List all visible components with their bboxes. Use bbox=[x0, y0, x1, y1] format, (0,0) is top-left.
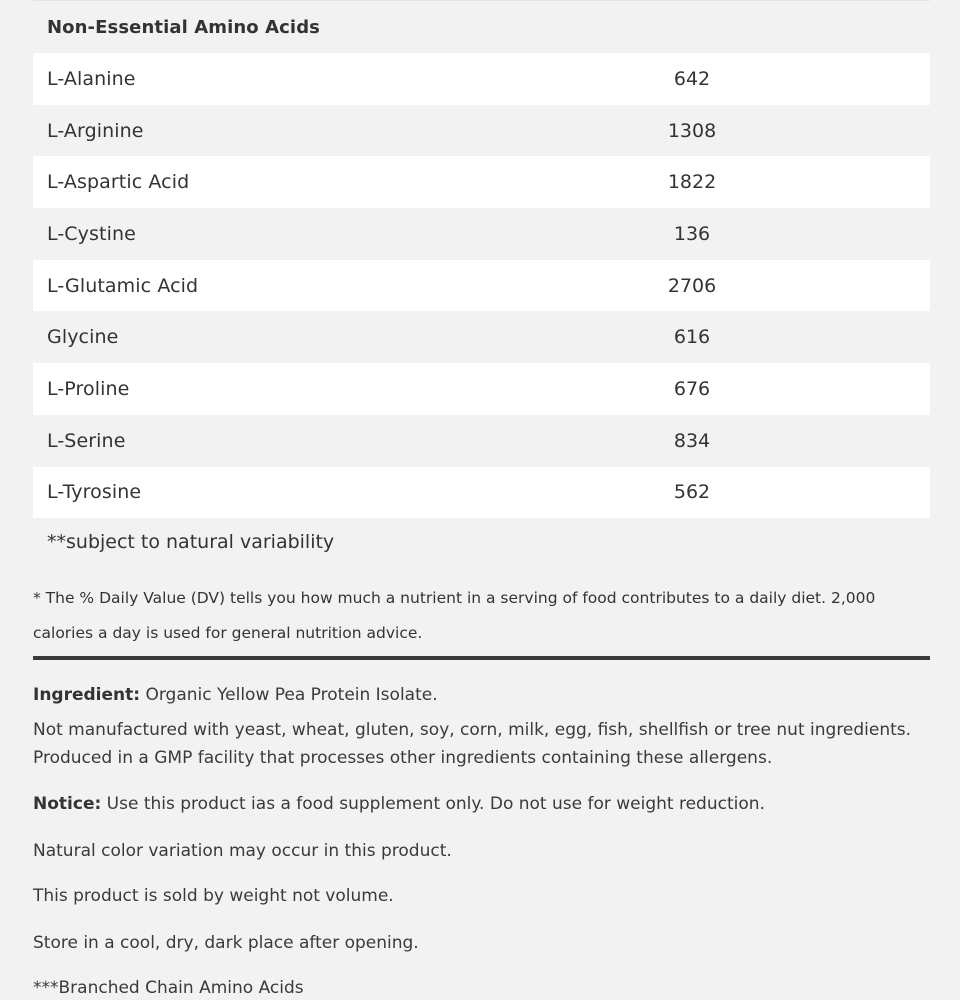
sold-by-weight-note: This product is sold by weight not volume. bbox=[33, 886, 394, 906]
table-row bbox=[33, 156, 930, 208]
amino-acid-name: L-Cystine bbox=[47, 222, 136, 245]
variability-note: **subject to natural variability bbox=[47, 531, 335, 553]
amino-acid-name: Glycine bbox=[47, 326, 119, 349]
amino-acid-name: L-Tyrosine bbox=[47, 481, 142, 504]
amino-acid-name: L-Alanine bbox=[47, 67, 136, 90]
notice-label: Notice: bbox=[33, 794, 102, 814]
amino-acid-value: 616 bbox=[673, 326, 711, 349]
daily-value-footnote: * The % Daily Value (DV) tells you how much a nutrient in a serving of food contributes to a daily diet. 2,000 calories a day is used for general nutrition advice. bbox=[33, 589, 876, 642]
amino-acid-name: L-Proline bbox=[47, 377, 130, 400]
table-row bbox=[33, 208, 930, 260]
amino-acid-value: 1308 bbox=[667, 119, 717, 142]
table-row bbox=[33, 53, 930, 105]
amino-acid-value: 2706 bbox=[667, 274, 717, 297]
amino-acid-table bbox=[33, 0, 930, 518]
color-variation-note: Natural color variation may occur in this product. bbox=[33, 841, 452, 861]
ingredient-label: Ingredient: bbox=[33, 685, 141, 705]
allergen-statement: Not manufactured with yeast, wheat, gluten, soy, corn, milk, egg, fish, shellfish or tree nut ingredients. Produced in a GMP facility that processes other ingredients containing these allergens. bbox=[33, 720, 912, 768]
section-title: Non-Essential Amino Acids bbox=[47, 16, 320, 38]
table-row bbox=[33, 415, 930, 467]
amino-acid-name: L-Aspartic Acid bbox=[47, 171, 190, 194]
table-row bbox=[33, 105, 930, 157]
amino-acid-value: 834 bbox=[673, 429, 711, 452]
amino-acid-value: 136 bbox=[673, 222, 711, 245]
amino-acid-value: 642 bbox=[673, 67, 711, 90]
storage-note: Store in a cool, dry, dark place after opening. bbox=[33, 933, 419, 953]
amino-acid-name: L-Serine bbox=[47, 429, 126, 452]
table-row bbox=[33, 311, 930, 363]
ingredient-line bbox=[33, 681, 933, 709]
section-divider bbox=[33, 656, 930, 660]
amino-acid-value: 1822 bbox=[667, 171, 717, 194]
bcaa-footnote: ***Branched Chain Amino Acids bbox=[33, 978, 304, 998]
amino-acid-value: 676 bbox=[673, 377, 711, 400]
amino-acid-name: L-Arginine bbox=[47, 119, 144, 142]
notice-line bbox=[33, 790, 933, 818]
table-section-header bbox=[33, 0, 930, 53]
table-row bbox=[33, 260, 930, 312]
table-row bbox=[33, 363, 930, 415]
table-row bbox=[33, 467, 930, 519]
ingredient-text: Organic Yellow Pea Protein Isolate. bbox=[145, 685, 438, 705]
notice-text: Use this product ias a food supplement only. Do not use for weight reduction. bbox=[106, 794, 765, 814]
amino-acid-value: 562 bbox=[673, 481, 711, 504]
amino-acid-name: L-Glutamic Acid bbox=[47, 274, 199, 297]
